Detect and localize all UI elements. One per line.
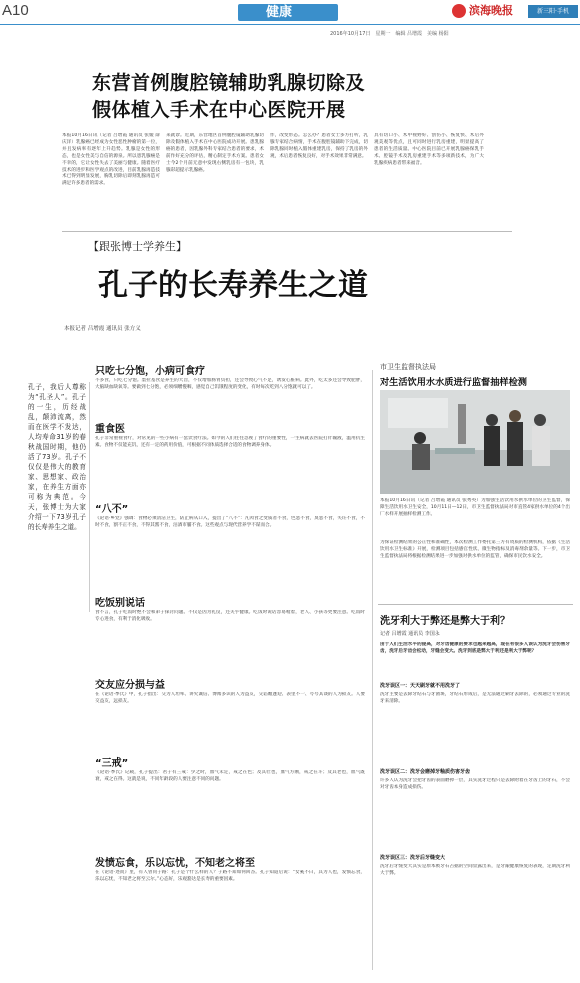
s3-heading: “八不” (95, 504, 129, 515)
article-scaling (378, 610, 573, 975)
photo-illustration (380, 390, 570, 494)
column-tag: 【跟张博士学养生】 (88, 240, 187, 253)
intro-box (28, 382, 90, 612)
article1-col-4: 具有切口小、术中视野好、创伤小、恢复快、术后外观美观等优点，且可同时进行乳房重建，明显提高了患者的生活质量。中心医院目前已开展乳腺癌保乳手术、腔镜手术及乳房重建手术等多项新技术，为广大乳腺疾病患者带来福音。 (374, 133, 484, 166)
article3-photo (380, 390, 570, 494)
s1-text: 不多食，只吃七分饱。墨拉基食是养生的大旨，不仅增加肠胃负担，还会导致心气不足，诱发心脏病。此外，吃太多还会导致肥胖，大脑缺血缺氧等。要做到七分饱，必须细嚼慢咽，感觉自己饥饿程度的变化，有时每次吃到八分饱就可以了。 (95, 378, 365, 390)
header-rule (0, 24, 580, 25)
s4-heading: 吃饭别说话 (95, 598, 145, 609)
s5-text: 在《论语·季氏》中，孔子指出：交为人坦率、讲究诚信、博闻多识的人为益友，交谄媚逢迎、表里不一、夸夸其谈的人为损友。人要交益友，远损友。 (95, 692, 365, 704)
a4-s3-text: 洗牙后牙缝变大其实是原本被牙石占据的空间显露出来，是牙龈健康恢复的表现，定期洗牙利大于弊。 (380, 864, 570, 876)
s7-text: 在《论语·述而》里，有人曾问子路：孔子是个什么样的人？子路不知如何回答。孔子知道后说：“女奚不曰，其为人也，发愤忘食，乐以忘忧，不知老之将至云尔。”心态好，乐观豁达是长寿的重要因素。 (95, 870, 365, 882)
intro-text: 孔子，我后人尊称为“孔圣人”。孔子的一生，历经战乱，颠沛流离，然而在医学不发达，人均寿命31岁的春秋战国时期，他仍活了73岁。孔子不仅仅是伟大的教育家、思想家、政治家，在养生方面亦可称为典范。今天，张博士为大家介绍一下73岁孔子的长寿养生之道。 (28, 383, 86, 531)
page-header (0, 0, 580, 37)
s2-heading: 重食医 (95, 424, 125, 435)
article1-col-2: 来就诊。近期，东营地区首例腹腔镜辅助乳腺切除及假体植入手术在中心医院成功开展。患乳腺癌的患者，因乳腺外科专家结合患者的要求，术前作好充分的评估，精心制定手术方案。患者女士今2个月前无意中发现右侧乳房有一包块，乳腺彩超提示乳腺癌。 (166, 133, 264, 173)
s6-text: 《论语·季氏》记载，孔子提出：君子有三戒：少之时，血气未定，戒之在色；及其壮也，血气方刚，戒之在斗；及其老也，血气既衰，戒之在得。这就是说，不同年龄段的人要注意不同的问题。 (95, 770, 365, 782)
s5-heading: 交友应分损与益 (95, 680, 165, 691)
s4-text: 食不言，孔子吃饭时绝不会和弟子探讨问题。不仅是因为礼仪，还关乎健康。吃饭时说话容易噎着，老人、小孩等更要注意。吃饭时专心进食，有利于消化吸收。 (95, 610, 365, 622)
article3-caption: 本报10月16日讯（记者 吕增霞 通讯员 张秀英）为加强生活饮用水供水单位的卫生监督，保障生活饮用水卫生安全，10月11日—12日，市卫生监督执法局对市直管4家供水单位的4个出厂水样开展抽样检测工作。 (380, 498, 570, 517)
s2-text: 孔子非常重视食疗，对常见的一些小病有一套饮食疗法。如今的人们往往忽视了食疗的重要性，一生病就去医院打针输液，滥用抗生素。食物不仅能充饥，还有一定的药用价值，可根据不同体质选择合适的食物调养身体。 (95, 436, 365, 448)
date-line: 2016年10月17日 星期一 编辑 吕增霞 美编 杨阳 (330, 31, 449, 37)
divider-2 (378, 604, 573, 605)
article3-kicker: 市卫生监督执法局 (380, 363, 436, 371)
a4-s2-text: 许多人认为洗牙会把牙齿的表面磨掉一层，其实洗牙过程只是去除附着在牙齿上的牙石，不会对牙齿本身造成损伤。 (380, 778, 570, 790)
article1-title-line1: 东营首例腹腔镜辅助乳腺切除及 (92, 72, 366, 94)
section-title: 健康 (266, 5, 293, 20)
article2-title: 孔子的长寿养生之道 (98, 268, 368, 303)
article2-body (95, 362, 367, 972)
article4-byline: 记者 吕增霞 通讯员 李国永 (380, 631, 440, 637)
article4-lead: 由于人们生活水平的提高，对牙齿健康的要求也越来越高，现在有很多人误认为洗牙会伤害牙齿，洗牙后牙齿会松动，牙缝会变大。洗牙到底是弊大于利还是利大于弊呢？ (380, 642, 570, 654)
s6-heading: “三戒” (95, 758, 129, 769)
paper-badge: 新三阳·手机 (528, 5, 578, 18)
s7-heading: 发愤忘食，乐以忘忧，不知老之将至 (95, 858, 255, 869)
s1-heading: 只吃七分饱，小病可食疗 (95, 366, 205, 377)
article1-col-3: 作，改变形态。怎么办？患者女士多方打听，乳腺专家结合病情，手术在腹腔镜辅助下完成，切除乳腺同时植入假体重建乳房，保持了乳房的外观，术后患者恢复良好，对手术效果非常满意。 (270, 133, 368, 159)
article4-title: 洗牙利大于弊还是弊大于利？ (380, 616, 510, 627)
a4-s1-text: 洗牙主要是去除牙结石与牙菌斑，牙结石形成后，是无法通过刷牙去除的，必须通过专业的洗牙来清除。 (380, 692, 570, 704)
s3-text: 《论语·乡党》强调：食物必须清洁卫生，防止病从口入，提出了“八不”：凡肉食之变质者不食，色恶不食，臭恶不食，失饪不食，不时不食，割不正不食，不得其酱不食，沽酒市脯不食。这些观点与现代营养学不谋而合。 (95, 516, 365, 528)
article3-title: 对生活饮用水水质进行监督抽样检测 (380, 377, 527, 388)
article-laparoscopic (0, 40, 580, 230)
a4-s2-heading: 洗牙误区二：洗牙会磨掉牙釉质伤害牙齿 (380, 769, 471, 775)
paper-name: 滨海晚报 (469, 4, 513, 17)
article-water (378, 362, 573, 602)
page-number: A10 (2, 2, 29, 19)
a4-s3-heading: 洗牙误区三：洗牙后牙缝变大 (380, 855, 446, 861)
article1-col-1: 本报10月16日讯（记者 吕增霞 通讯员 张媛 薛庆洋）乳腺癌已经成为女性恶性肿瘤的第一位，并且发病率有逐年上升趋势。乳腺是女性的形态，也是女性美与自信的源泉。所以患乳腺癌是不幸的，它让女性失去了美丽与健康。随着医疗技术的进步和医学观点的改进，目前乳腺再造技术已得到明显发展，胸乳切除后即刻乳腺再造可满足许多患者的需求。 (62, 133, 160, 187)
a4-s1-heading: 洗牙误区一：天天刷牙就不用洗牙了 (380, 683, 461, 689)
paper-logo (452, 4, 466, 18)
article2-byline: 本报记者 吕增霞 通讯员 张方义 (64, 326, 141, 332)
article3-body: 为保证检测结果的公正性和准确性，本次检测工作委托第三方有资质的检测机构，依据《生活饮用水卫生标准》开展，检测项目包括感官性状、微生物指标及消毒剂余量等。下一步，市卫生监督执法局将根据检测结果进一步加强对供水单位的监管，确保市民饮水安全。 (380, 540, 570, 559)
article1-title-line2: 假体植入手术在中心医院开展 (92, 99, 346, 121)
divider-vertical (372, 370, 373, 970)
